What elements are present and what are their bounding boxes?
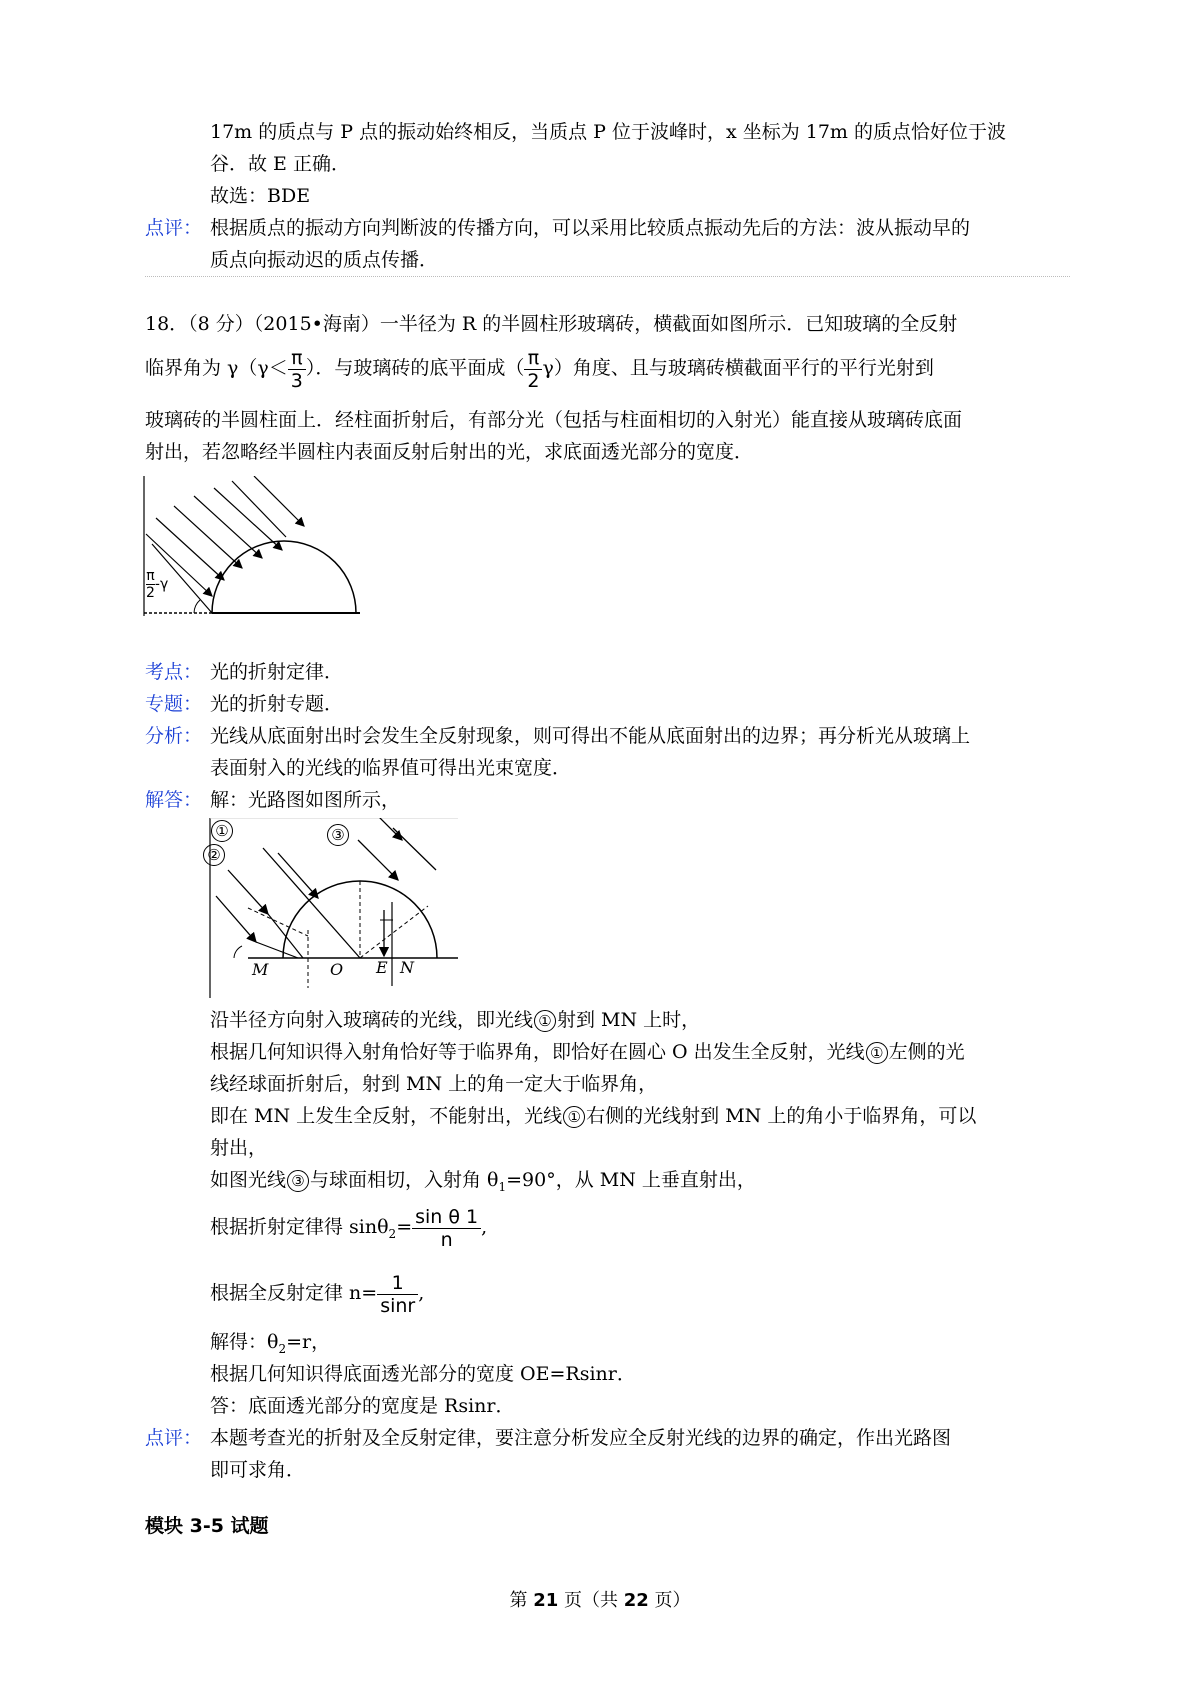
fraction-denominator: 2 xyxy=(524,369,542,392)
point-m-label: M xyxy=(252,960,269,979)
solution-line-3: 线经球面折射后，射到 MN 上的角一定大于临界角， xyxy=(210,1073,658,1095)
question-line-1: 18．（8 分）（2015•海南）一半径为 R 的半圆柱形玻璃砖，横截面如图所示．已知玻璃的全反射 xyxy=(145,313,958,335)
fraction-denominator: n xyxy=(412,1228,481,1251)
critical-angle-fraction xyxy=(377,1272,418,1317)
solution-line-6-d: =90°，从 MN 上垂直射出， xyxy=(506,1169,756,1191)
zhuanti-text: 光的折射专题． xyxy=(210,693,344,715)
solution-line-1 xyxy=(210,1008,700,1032)
dianping-line-2: 即可求角． xyxy=(210,1459,306,1481)
figure-1-svg xyxy=(142,476,362,616)
fenxi-line-2: 表面射入的光线的临界值可得出光束宽度． xyxy=(210,757,572,779)
solution-line-9-b: =r， xyxy=(286,1331,331,1353)
solution-line-9-a: 解得：θ xyxy=(210,1331,279,1353)
angle-label xyxy=(146,568,168,601)
theta-subscript: 2 xyxy=(388,1226,397,1241)
solution-line-7-end: , xyxy=(481,1216,488,1238)
fraction-numerator: π xyxy=(291,346,303,369)
solution-line-2 xyxy=(210,1040,965,1064)
fenxi-label: 分析： xyxy=(145,725,203,747)
zhuanti-label: 专题： xyxy=(145,693,203,715)
ray-1-ref: ① xyxy=(534,1010,556,1032)
fraction-numerator: π xyxy=(527,346,540,369)
solution-line-5: 射出， xyxy=(210,1137,268,1159)
fenxi-line-1: 光线从底面射出时会发生全反射现象，则可得出不能从底面射出的边界；再分析光从玻璃上 xyxy=(210,725,971,747)
question-line-3: 玻璃砖的半圆柱面上．经柱面折射后，有部分光（包括与柱面相切的入射光）能直接从玻璃砖底面 xyxy=(145,409,963,431)
ray-3-ref: ③ xyxy=(287,1170,309,1192)
angle-fraction-denominator: 2 xyxy=(146,585,155,601)
solution-line-4-a: 即在 MN 上发生全反射，不能射出，光线 xyxy=(210,1105,563,1127)
solution-line-6-b: 与球面相切，入射角 θ xyxy=(310,1169,499,1191)
pi-over-3-fraction xyxy=(288,347,306,392)
solution-line-4-b: 右侧的光线射到 MN 上的角小于临界角，可以 xyxy=(586,1105,977,1127)
current-page-number: 21 xyxy=(533,1590,559,1611)
solution-line-6-a: 如图光线 xyxy=(210,1169,287,1191)
pi-over-2-fraction xyxy=(524,347,542,392)
angle-fraction-numerator: π xyxy=(146,568,155,584)
snell-fraction xyxy=(412,1206,481,1251)
question-line-2-part-b: ）．与玻璃砖的底平面成（ xyxy=(305,357,525,379)
ray-1-label: ① xyxy=(211,820,233,842)
solution-line-8-a: 根据全反射定律 n= xyxy=(210,1282,378,1304)
footer-suffix: 页） xyxy=(654,1590,691,1611)
dianping-line-1: 本题考查光的折射及全反射定律，要注意分析发应全反射光线的边界的确定，作出光路图 xyxy=(210,1427,952,1449)
question-line-2-part-a: 临界角为 γ（γ＜ xyxy=(145,357,288,379)
kaodian-text: 光的折射定律． xyxy=(210,661,344,683)
jieda-line-1: 解：光路图如图所示， xyxy=(210,789,401,811)
comment-line-1: 根据质点的振动方向判断波的传播方向，可以采用比较质点振动先后的方法：波从振动早的 xyxy=(210,217,971,239)
angle-fraction xyxy=(146,568,155,601)
ray-1-ref: ① xyxy=(563,1106,585,1128)
total-pages-number: 22 xyxy=(623,1590,649,1611)
solution-answer: 答：底面透光部分的宽度是 Rsinr． xyxy=(210,1395,515,1417)
footer-middle: 页（共 xyxy=(564,1590,618,1611)
solution-line-7-b: = xyxy=(396,1216,413,1238)
fraction-numerator: sin θ 1 xyxy=(415,1205,479,1228)
point-n-label: N xyxy=(400,958,414,977)
point-o-label: O xyxy=(330,960,344,979)
solution-line-4 xyxy=(210,1104,976,1128)
prev-answer-choice: 故选：BDE xyxy=(210,185,311,207)
solution-line-1-b: 射到 MN 上时， xyxy=(557,1009,701,1031)
page-footer xyxy=(0,1586,1200,1612)
dianping-label: 点评： xyxy=(145,1427,203,1449)
comment-line-2: 质点向振动迟的质点传播． xyxy=(210,249,439,271)
footer-prefix: 第 xyxy=(509,1590,528,1611)
point-e-label: E xyxy=(376,958,388,977)
fraction-numerator: 1 xyxy=(391,1271,404,1294)
theta-subscript: 2 xyxy=(278,1341,287,1356)
prev-text-line-1: 17m 的质点与 P 点的振动始终相反，当质点 P 位于波峰时，x 坐标为 17m 的质点恰好位于波 xyxy=(210,121,1006,143)
section-divider xyxy=(145,276,1070,277)
fraction-denominator: sinr xyxy=(377,1294,418,1317)
solution-line-1-a: 沿半径方向射入玻璃砖的光线，即光线 xyxy=(210,1009,534,1031)
figure-semicircle-incident-light xyxy=(142,476,362,616)
solution-line-6 xyxy=(210,1168,756,1199)
kaodian-label: 考点： xyxy=(145,661,203,683)
section-title: 模块 3-5 试题 xyxy=(145,1515,269,1537)
angle-suffix: -γ xyxy=(154,576,169,593)
solution-line-2-a: 根据几何知识得入射角恰好等于临界角，即恰好在圆心 O 出发生全反射，光线 xyxy=(210,1041,865,1063)
solution-line-8-end: , xyxy=(418,1282,425,1304)
prev-text-line-2: 谷．故 E 正确． xyxy=(210,153,350,175)
ray-2-label: ② xyxy=(203,844,225,866)
question-line-2-part-c: γ）角度、且与玻璃砖横截面平行的平行光射到 xyxy=(542,357,934,379)
question-line-4: 射出，若忽略经半圆柱内表面反射后射出的光，求底面透光部分的宽度． xyxy=(145,441,754,463)
question-line-2 xyxy=(145,344,934,392)
comment-label: 点评： xyxy=(145,217,203,239)
fraction-denominator: 3 xyxy=(288,369,306,392)
solution-line-8 xyxy=(210,1268,424,1318)
solution-line-9 xyxy=(210,1330,330,1361)
solution-line-10: 根据几何知识得底面透光部分的宽度 OE=Rsinr． xyxy=(210,1363,636,1385)
ray-3-label: ③ xyxy=(327,824,349,846)
jieda-label: 解答： xyxy=(145,789,203,811)
figure-light-path xyxy=(208,818,460,998)
theta-subscript: 1 xyxy=(498,1179,507,1194)
solution-line-7 xyxy=(210,1202,487,1259)
solution-line-7-a: 根据折射定律得 sinθ xyxy=(210,1216,389,1238)
ray-1-ref: ① xyxy=(866,1042,888,1064)
solution-line-2-b: 左侧的光 xyxy=(888,1041,965,1063)
